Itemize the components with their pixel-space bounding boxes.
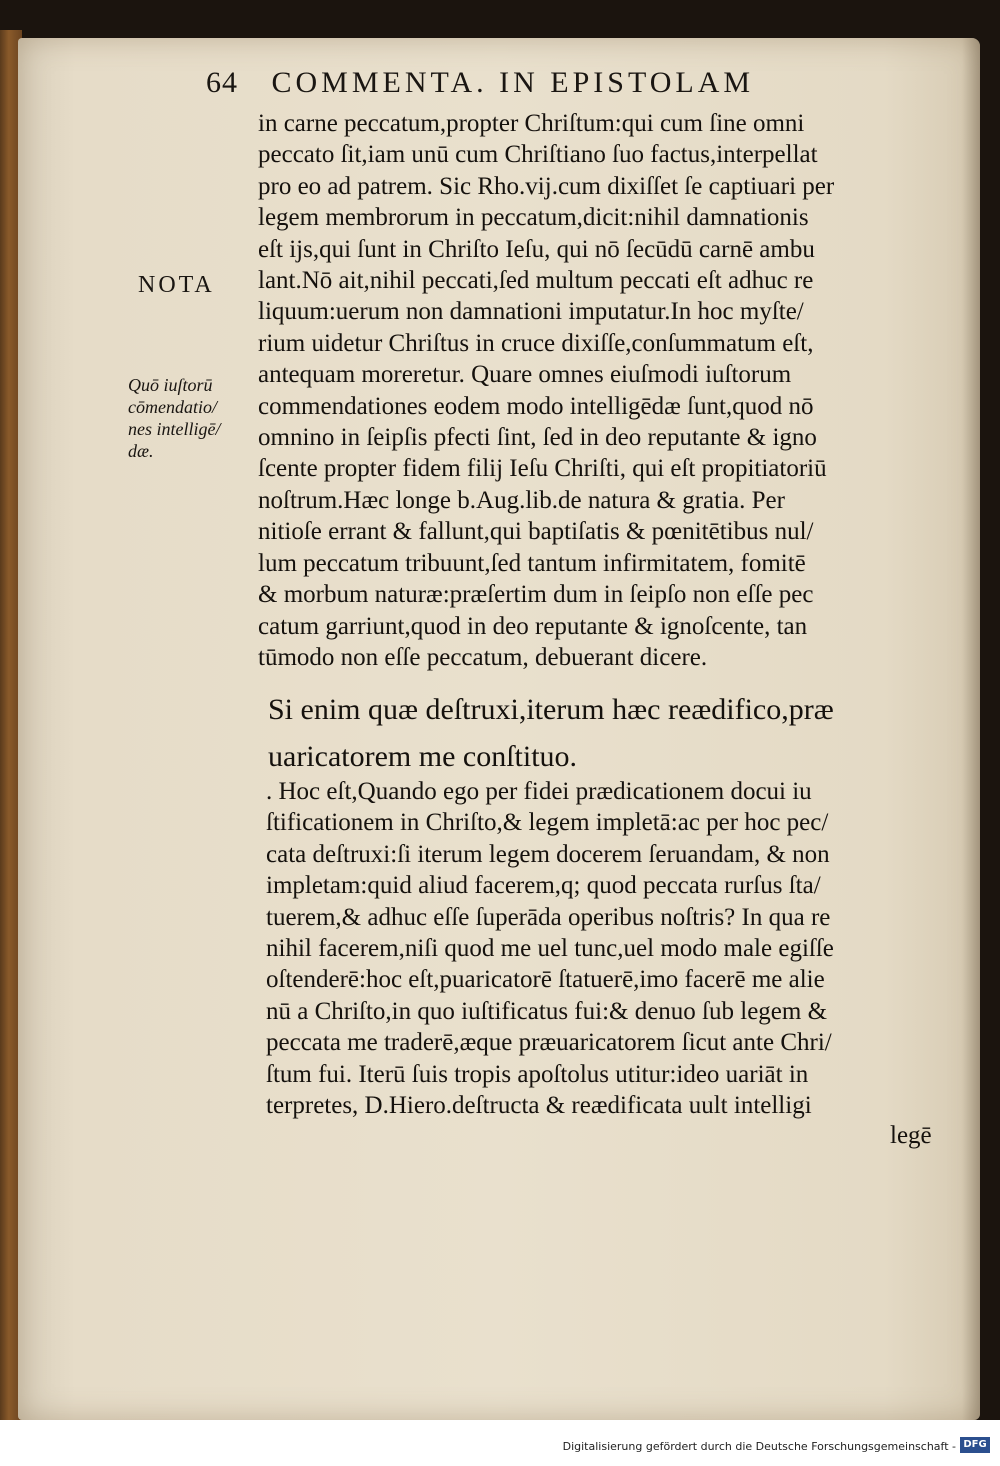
text-line: ſtum fui. Iterū ſuis tropis apoſtolus utitur:ideo uariāt in: [266, 1060, 809, 1088]
text-line: cata deſtruxi:ſi iterum legem docerem ſeruandam, & non: [266, 840, 830, 868]
text-line: commendationes eodem modo intelligēdæ ſunt,quod nō: [258, 392, 814, 420]
page-edge-shadow: [962, 38, 980, 1420]
lemma-line: Si enim quæ deſtruxi,iterum hæc reædifico,præ: [268, 693, 834, 726]
text-line: ſtificationem in Chriſto,& legem impletā:ac per hoc pec/: [266, 809, 829, 837]
text-line: noſtrum.Hæc longe b.Aug.lib.de natura & gratia. Per: [258, 486, 785, 514]
text-line: impletam:quid aliud facerem,q; quod peccata rurſus ſta/: [266, 872, 821, 900]
text-line: eſt ijs,qui ſunt in Chriſto Ieſu, qui nō ſecūdū carnē ambu: [258, 235, 815, 263]
commentary-body-2: [266, 776, 958, 1121]
running-header: [206, 66, 906, 100]
funding-credit: Digitalisierung gefördert durch die Deutsche Forschungsgemeinschaft -: [562, 1440, 956, 1453]
catchword: legē: [890, 1122, 932, 1149]
text-line: oſtenderē:hoc eſt,puaricatorē ſtatuerē,imo facerē me alie: [266, 966, 825, 994]
text-line: peccato ſit,iam unū cum Chriſtiano ſuo factus,interpellat: [258, 141, 818, 169]
text-line: ſcente propter fidem filij Ieſu Chriſti, qui eſt propitiatoriū: [258, 455, 827, 483]
text-line: tūmodo non eſſe peccatum, debuerant dicere.: [258, 643, 708, 671]
text-line: pro eo ad patrem. Sic Rho.vij.cum dixiſſet ſe captiuari per: [258, 172, 835, 200]
scripture-lemma: [268, 686, 958, 780]
gloss-line: nes intelligē/: [128, 419, 221, 439]
text-line: in carne peccatum,propter Chriſtum:qui cum ſine omni: [258, 110, 805, 137]
text-line: tuerem,& adhuc eſſe ſuperāda operibus noſtris? In qua re: [266, 903, 831, 931]
running-title: COMMENTA. IN EPISTOLAM: [271, 66, 755, 99]
text-line: lant.Nō ait,nihil peccati,ſed multum peccati eſt adhuc re: [258, 267, 814, 295]
commentary-body: [258, 108, 958, 673]
text-line: & morbum naturæ:præſertim dum in ſeipſo non eſſe pec: [258, 581, 814, 609]
text-line: liquum:uerum non damnationi imputatur.In hoc myſte/: [258, 298, 804, 326]
gloss-line: dæ.: [128, 441, 154, 461]
text-line: legem membrorum in peccatum,dicit:nihil damnationis: [258, 204, 809, 232]
lemma-line: uaricatorem me conſtituo.: [268, 740, 578, 773]
margin-nota: NOTA: [138, 272, 215, 298]
text-line: catum garriunt,quod in deo reputante & ignoſcente, tan: [258, 612, 808, 640]
page-number: 64: [206, 66, 238, 99]
margin-gloss: [128, 374, 258, 462]
text-line: lum peccatum tribuunt,ſed tantum infirmitatem, fomitē: [258, 549, 806, 577]
text-line: . Hoc eſt,Quando ego per fidei prædicationem docui iu: [266, 778, 812, 805]
dfg-logo: DFG: [960, 1437, 990, 1453]
text-line: nihil facerem,niſi quod me uel tunc,uel modo male egiſſe: [266, 935, 834, 963]
text-line: terpretes, D.Hiero.deſtructa & reædificata uult intelligi: [266, 1092, 812, 1120]
gloss-line: cōmendatio/: [128, 397, 217, 417]
text-line: antequam moreretur. Quare omnes eiuſmodi iuſtorum: [258, 361, 792, 389]
text-line: rium uidetur Chriſtus in cruce dixiſſe,conſummatum eſt,: [258, 329, 814, 357]
text-line: nū a Chriſto,in quo iuſtificatus fui:& denuo ſub legem &: [266, 997, 828, 1025]
gloss-line: Quō iuſtorū: [128, 375, 213, 395]
text-line: peccata me traderē,æque præuaricatorem ſicut ante Chri/: [266, 1029, 832, 1057]
text-line: nitioſe errant & fallunt,qui baptiſatis & pœnitētibus nul/: [258, 518, 814, 546]
text-line: omnino in ſeipſis pfecti ſint, ſed in deo reputante & igno: [258, 424, 817, 452]
